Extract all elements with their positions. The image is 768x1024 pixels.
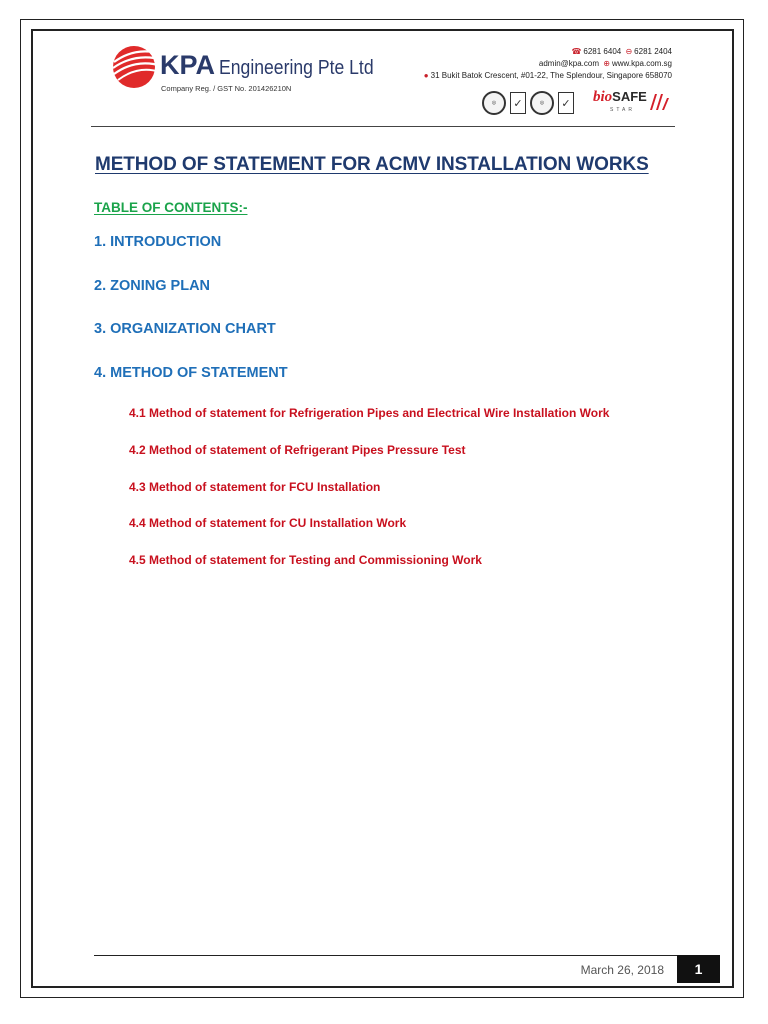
address-line	[422, 70, 672, 82]
toc-section-zoning-plan: 2. ZONING PLAN	[94, 278, 211, 294]
certification-badges	[482, 88, 574, 118]
phone-line	[422, 46, 672, 58]
company-full-name: Engineering Pte Ltd	[219, 57, 374, 79]
toc-section-introduction: 1. INTRODUCTION	[94, 234, 222, 250]
toc-heading: TABLE OF CONTENTS:-	[94, 200, 248, 215]
phone-icon: ☎	[571, 47, 582, 56]
address: 31 Bukit Batok Crescent, #01-22, The Splendour, Singapore 658070	[430, 71, 672, 80]
biosafe-safe-text: SAFE	[612, 89, 647, 104]
company-name	[160, 52, 395, 79]
company-short-name: KPA	[160, 50, 216, 80]
biosafe-bio-text: bio	[593, 89, 613, 105]
fax-number: 6281 2404	[634, 47, 672, 56]
bca-logo-icon	[647, 90, 671, 114]
email-address: admin@kpa.com	[538, 59, 600, 68]
kpa-logo-swoosh-icon	[108, 40, 164, 90]
header-divider	[91, 126, 675, 127]
toc-subsection-4-5: 4.5 Method of statement for Testing and Commissioning Work	[129, 553, 482, 567]
toc-section-method-of-statement: 4. METHOD OF STATEMENT	[94, 365, 288, 381]
footer-divider	[94, 955, 679, 956]
website-url: www.kpa.com.sg	[611, 59, 672, 68]
toc-subsection-4-2: 4.2 Method of statement of Refrigerant Pipes Pressure Test	[129, 443, 466, 457]
fax-icon: ⊖	[625, 47, 633, 56]
biosafe-logo	[593, 89, 647, 106]
biosafe-star-text: STAR	[610, 107, 635, 113]
toc-subsection-4-1: 4.1 Method of statement for Refrigeration Pipes and Electrical Wire Installation Work	[129, 406, 610, 420]
globe-icon: ⊕	[603, 59, 610, 68]
toc-subsection-4-3: 4.3 Method of statement for FCU Installation	[129, 480, 381, 494]
footer-date: March 26, 2018	[580, 963, 664, 977]
iso-badge-icon: ◎	[530, 91, 554, 115]
company-registration: Company Reg. / GST No. 201426210N	[161, 84, 292, 93]
phone-number: 6281 6404	[583, 47, 622, 56]
document-title: METHOD OF STATEMENT FOR ACMV INSTALLATION WORKS	[95, 154, 649, 175]
toc-section-organization-chart: 3. ORGANIZATION CHART	[94, 321, 276, 337]
toc-subsection-4-4: 4.4 Method of statement for CU Installation Work	[129, 516, 407, 530]
location-pin-icon: ●	[423, 71, 429, 80]
page-number: 1	[677, 955, 720, 983]
contact-block	[422, 46, 672, 82]
web-line	[422, 58, 672, 70]
iso-badge-icon: ◎	[482, 91, 506, 115]
certification-tick-icon: ✓	[558, 92, 574, 114]
certification-tick-icon: ✓	[510, 92, 526, 114]
